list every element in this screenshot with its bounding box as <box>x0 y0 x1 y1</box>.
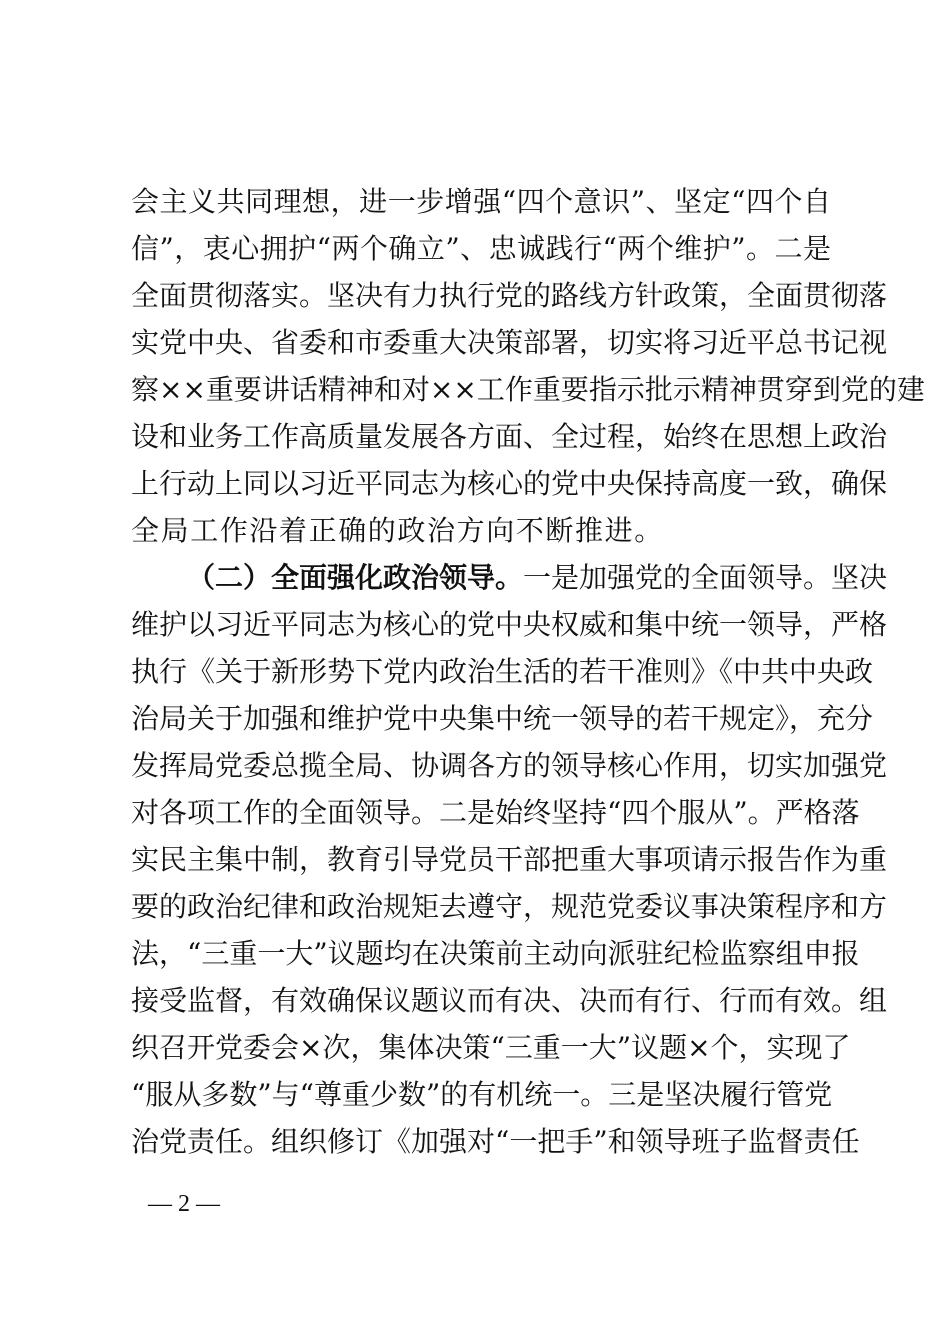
page-number: — 2 — <box>148 1191 220 1217</box>
text-line: 发挥局党委总揽全局、协调各方的领导核心作用，切实加强党 <box>131 749 888 782</box>
section-heading: （二）全面强化政治领导。 <box>187 561 524 594</box>
text-line: 维护以习近平同志为核心的党中央权威和集中统一领导，严格 <box>131 608 888 641</box>
text-line: 全局工作沿着正确的政治方向不断推进。 <box>131 514 664 547</box>
text-line: 实民主集中制，教育引导党员干部把重大事项请示报告作为重 <box>131 843 888 876</box>
text-line: 察××重要讲话精神和对××工作重要指示批示精神贯穿到党的建 <box>131 373 925 406</box>
text-line: 实党中央、省委和市委重大决策部署，切实将习近平总书记视 <box>131 326 888 359</box>
section-heading-line <box>131 558 888 605</box>
text-line: 执行《关于新形势下党内政治生活的若干准则》《中共中央政 <box>131 655 874 688</box>
text-line: 织召开党委会×次，集体决策“三重一大”议题×个，实现了 <box>131 1031 851 1064</box>
text-line: 治党责任。组织修订《加强对“一把手”和领导班子监督责任 <box>131 1125 860 1158</box>
text-line: 接受监督，有效确保议题议而有决、决而有行、行而有效。组 <box>131 984 888 1017</box>
text-line: 设和业务工作高质量发展各方面、全过程，始终在思想上政治 <box>131 420 888 453</box>
text-line: “服从多数”与“尊重少数”的有机统一。三是坚决履行管党 <box>131 1078 833 1111</box>
text-line: 要的政治纪律和政治规矩去遵守，规范党委议事决策程序和方 <box>131 890 888 923</box>
section-heading-rest: 一是加强党的全面领导。坚决 <box>523 561 888 594</box>
text-line: 会主义共同理想，进一步增强“四个意识”、坚定“四个自 <box>131 185 831 218</box>
text-line: 治局关于加强和维护党中央集中统一领导的若干规定》，充分 <box>131 702 874 735</box>
text-line: 对各项工作的全面领导。二是始终坚持“四个服从”。严格落 <box>131 796 860 829</box>
text-line: 法，“三重一大”议题均在决策前主动向派驻纪检监察组申报 <box>131 937 860 970</box>
text-line: 上行动上同以习近平同志为核心的党中央保持高度一致，确保 <box>131 467 888 500</box>
document-body <box>131 182 925 1169</box>
text-line: 全面贯彻落实。坚决有力执行党的路线方针政策，全面贯彻落 <box>131 279 888 312</box>
text-line: 信”，衷心拥护“两个确立”、忠诚践行“两个维护”。二是 <box>131 232 831 265</box>
